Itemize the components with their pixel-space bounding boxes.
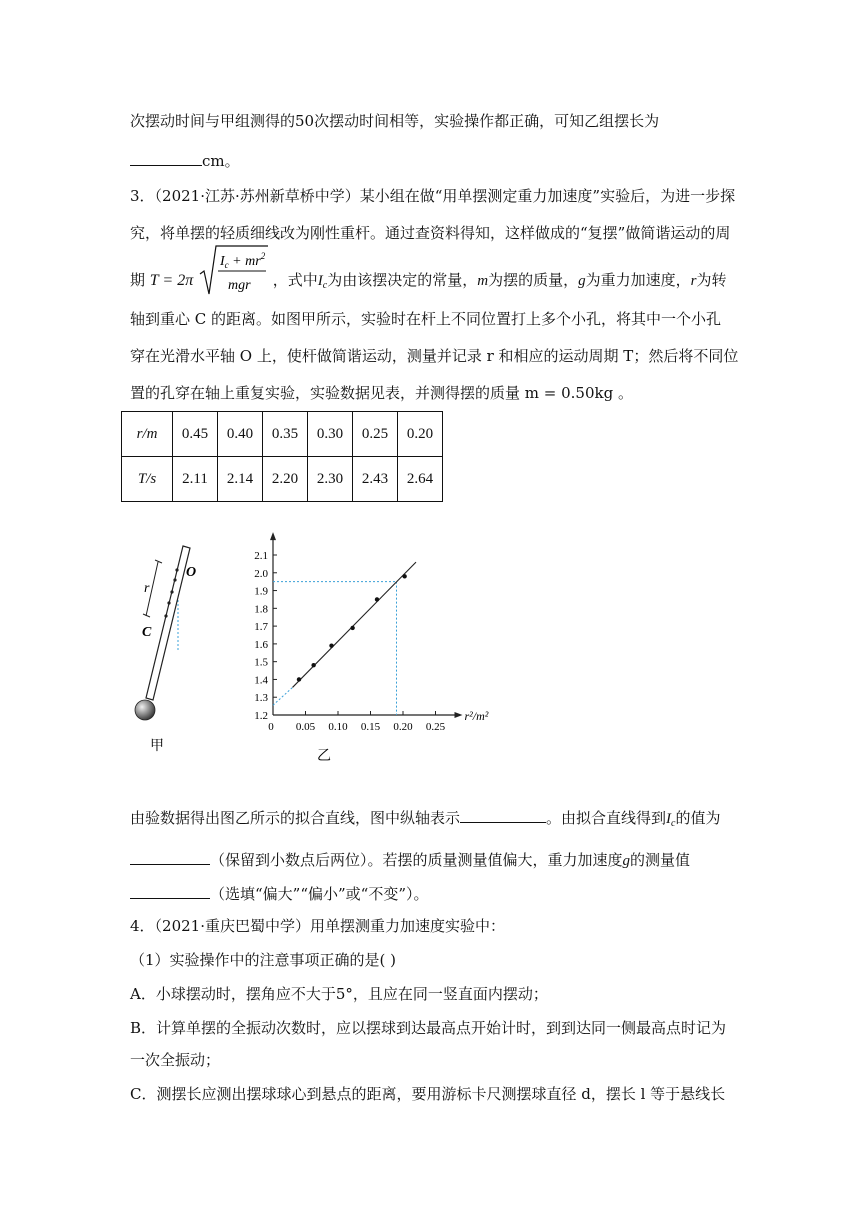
sqrt-formula — [198, 244, 268, 300]
label-c: C — [142, 625, 152, 640]
x-tick-label: 0.10 — [328, 721, 348, 733]
label-o: O — [186, 565, 197, 580]
figure-pendulum — [128, 540, 208, 755]
data-table — [121, 411, 443, 502]
y-tick-label: 1.9 — [254, 585, 268, 598]
formula-denominator: mgr — [228, 278, 251, 293]
q4-option-b-1: B．计算单摆的全振动次数时，应以摆球到达最高点开始计时，到到达同一侧最高点时记为 — [130, 1019, 727, 1037]
chart-figure — [245, 535, 489, 765]
x-axis-arrow — [455, 712, 463, 718]
caption-yi: 乙 — [317, 749, 331, 764]
q4-line-2: （1）实验操作中的注意事项正确的是( ) — [130, 951, 397, 969]
table-row-t — [122, 457, 443, 502]
q4-option-c: C．测摆长应测出摆球球心到悬点的距离，要用游标卡尺测摆球直径 d，摆长 l 等于悬线长 — [130, 1085, 726, 1103]
table-cell: 2.11 — [173, 457, 218, 502]
q3-line-6: 置的孔穿在轴上重复实验，实验数据见表，并测得摆的质量 m = 0.50kg 。 — [130, 384, 633, 402]
x-tick-label: 0.05 — [295, 721, 316, 733]
y-tick-label: 2.0 — [254, 567, 268, 580]
x-tick-label: 0 — [268, 721, 274, 733]
data-point — [329, 643, 333, 647]
q3-line-4: 轴到重心 C 的距离。如图甲所示，实验时在杆上不同位置打上多个小孔，将其中一个小孔 — [130, 310, 722, 328]
table-cell: 0.35 — [263, 412, 308, 457]
y-tick-label: 1.8 — [254, 603, 268, 616]
answer-blank-g[interactable] — [130, 882, 210, 899]
fit-line-extension — [273, 687, 293, 705]
table-row-r — [122, 412, 443, 457]
formula-numerator: $I_c + mr^2$ — [220, 251, 266, 270]
pendulum-ball — [135, 700, 155, 720]
label-r: r — [144, 581, 150, 596]
table-head-r: r/m — [122, 412, 173, 457]
text-line-1: 次摆动时间与甲组测得的50次摆动时间相等，实验操作都正确，可知乙组摆长为 — [130, 112, 660, 130]
answer-blank-length[interactable] — [130, 149, 202, 166]
table-cell: 2.43 — [353, 457, 398, 502]
data-point — [297, 677, 301, 681]
table-cell: 0.20 — [398, 412, 443, 457]
y-tick-label: 1.5 — [254, 656, 268, 669]
table-head-t: T/s — [122, 457, 173, 502]
pendulum-rod — [146, 546, 190, 700]
q4-option-a: A．小球摆动时，摆角应不大于5°，且应在同一竖直面内摆动； — [130, 985, 548, 1003]
q4-option-b-2: 一次全振动； — [130, 1051, 221, 1069]
table-cell: 2.20 — [263, 457, 308, 502]
q3-after-2: （保留到小数点后两位）。若摆的质量测量值偏大，重力加速度g的测量值 — [130, 848, 690, 871]
answer-blank-ic[interactable] — [130, 848, 210, 865]
data-point — [350, 626, 354, 630]
table-cell: 0.40 — [218, 412, 263, 457]
q3-line-1: 3．（2021·江苏·苏州新草桥中学）某小组在做“用单摆测定重力加速度”实验后，为进一步探 — [130, 187, 736, 205]
table-cell: 2.14 — [218, 457, 263, 502]
q3-line-5: 穿在光滑水平轴 O 上，使杆做简谐运动，测量并记录 r 和相应的运动周期 T；然后将不同位 — [130, 347, 739, 365]
y-axis-arrow — [270, 532, 276, 540]
x-axis-label: r²/m² — [464, 709, 489, 723]
q3-after-1: 由验数据得出图乙所示的拟合直线，图中纵轴表示 。由拟合直线得到$I_c$的值为 — [130, 806, 721, 834]
y-tick-label: 1.3 — [254, 692, 268, 705]
q3-line-3: 期 T = 2π $I_c + mr^2$ mgr ，式中$I_c$为由该摆决定的常量，m为摆的质量，g为重力加速度，r为转 — [130, 262, 727, 300]
text-line-2 — [130, 149, 240, 171]
y-tick-label: 2.1 — [254, 550, 268, 562]
q4-line-1: 4．（2021·重庆巴蜀中学）用单摆测重力加速度实验中： — [130, 917, 505, 935]
table-cell: 0.30 — [308, 412, 353, 457]
answer-blank-axis[interactable] — [460, 806, 546, 823]
fit-line — [293, 562, 417, 687]
y-tick-label: 1.4 — [254, 674, 268, 687]
x-tick-label: 0.20 — [393, 721, 413, 733]
q3-line-2: 究，将单摆的轻质细线改为刚性重杆。通过查资料得知，这样做成的“复摆”做简谐运动的周 — [130, 224, 731, 242]
x-tick-label: 0.25 — [425, 721, 446, 733]
q3-after-3: （选填“偏大”“偏小”或“不变”）。 — [130, 882, 429, 904]
y-tick-label: 1.7 — [254, 621, 268, 634]
unit-cm: cm。 — [202, 152, 240, 170]
table-cell: 0.45 — [173, 412, 218, 457]
caption-jia: 甲 — [150, 739, 164, 754]
data-point — [375, 597, 379, 601]
text-period: 期 — [130, 271, 146, 289]
y-tick-label: 1.6 — [254, 638, 268, 651]
formula-lhs: T = 2π — [149, 272, 194, 289]
data-point — [402, 574, 406, 578]
y-tick-label: 1.2 — [254, 710, 268, 722]
x-tick-label: 0.15 — [360, 721, 381, 733]
table-cell: 0.25 — [353, 412, 398, 457]
table-cell: 2.30 — [308, 457, 353, 502]
table-cell: 2.64 — [398, 457, 443, 502]
data-point — [311, 663, 315, 667]
